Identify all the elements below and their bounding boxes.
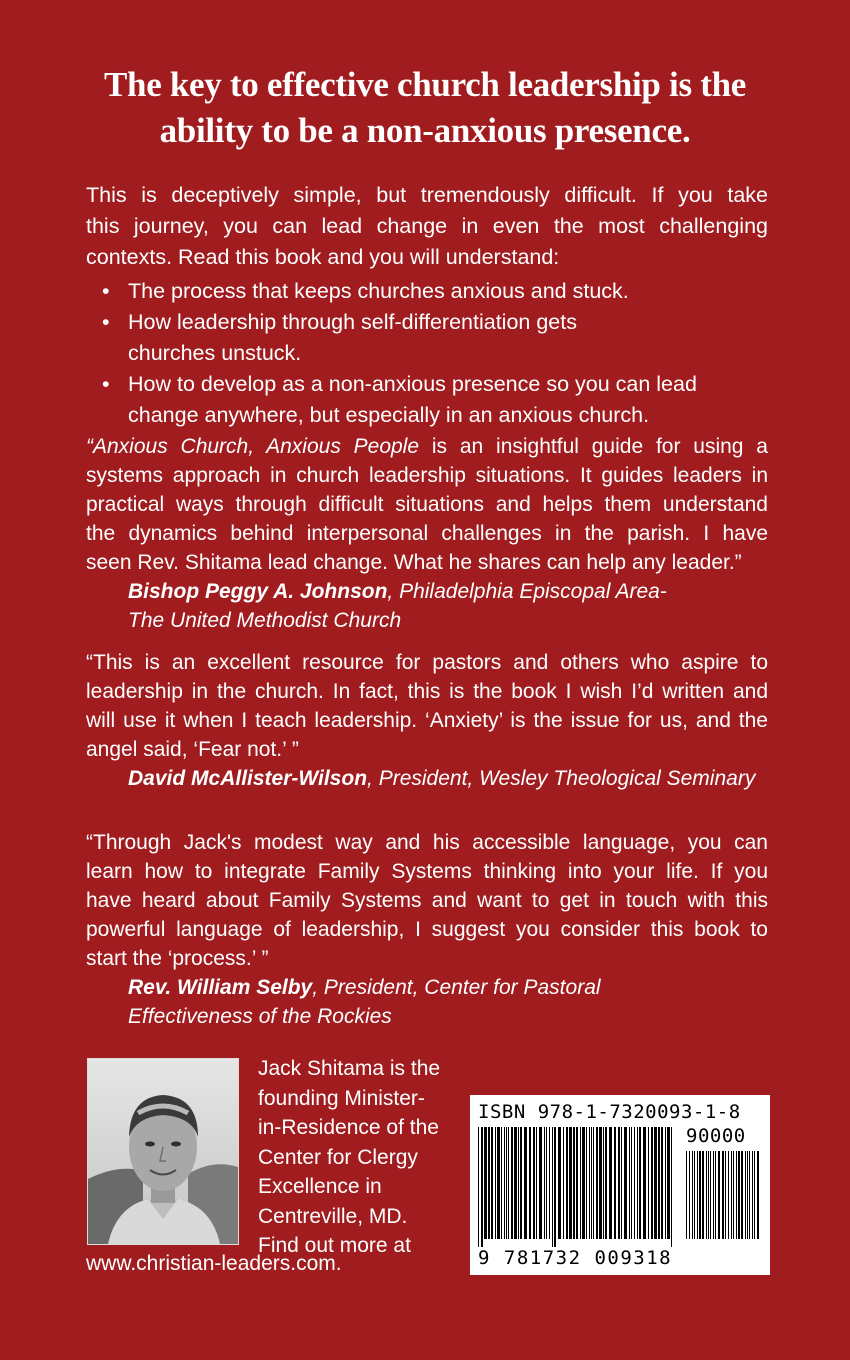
barcode-bar (552, 1127, 553, 1247)
author-affiliation-cont: The United Methodist Church (128, 609, 402, 632)
barcode-bar (728, 1151, 729, 1239)
barcode-bar (637, 1127, 638, 1239)
headline-line-1: The key to effective church leadership is the (103, 65, 747, 104)
barcode-bar (694, 1151, 695, 1239)
barcode-bar (731, 1151, 732, 1239)
quote-line: learn how to integrate Family Systems thinking into your life. If you (86, 860, 768, 883)
quote-line: “This is an excellent resource for pastors and others who aspire to (86, 651, 768, 674)
barcode-bar (501, 1127, 502, 1239)
benefit-line: • How to develop as a non-anxious presence so you can lead (128, 372, 697, 396)
barcode-bar (692, 1151, 693, 1239)
quote-attribution (86, 764, 768, 793)
barcode-bar (697, 1151, 698, 1239)
barcode-bar (624, 1127, 627, 1239)
quote-line: will use it when I teach leadership. ‘Anxiety’ is the issue for us, and the (86, 709, 768, 732)
intro-line: contexts. Read this book and you will understand: (86, 245, 560, 269)
author-name: Bishop Peggy A. Johnson (128, 580, 388, 603)
author-bio (258, 1054, 458, 1261)
barcode-bar (573, 1127, 575, 1239)
benefit-item (100, 276, 780, 307)
bio-line: Find out more at (258, 1234, 411, 1257)
benefit-line: • How leadership through self-differentiation gets (128, 310, 577, 334)
barcode-bar (539, 1127, 542, 1239)
barcode-bar (554, 1127, 556, 1247)
barcode-bar (599, 1127, 602, 1239)
intro-line: This is deceptively simple, but tremendously difficult. If you take (86, 183, 768, 207)
barcode-bar (706, 1151, 707, 1239)
benefit-item (100, 369, 780, 431)
barcode-bar (603, 1127, 604, 1239)
intro-paragraph (86, 180, 768, 273)
barcode-bar (699, 1151, 701, 1239)
bio-line: Centreville, MD. (258, 1204, 408, 1228)
barcode-bar (631, 1127, 632, 1239)
headline-line-2: ability to be a non-anxious presence. (159, 111, 691, 150)
bio-line: Center for Clergy (258, 1145, 418, 1169)
barcode-bar (689, 1151, 690, 1239)
ean-barcode-bars (476, 1127, 676, 1247)
author-portrait-illustration (88, 1059, 238, 1244)
endorsement-quote (86, 432, 768, 635)
barcode-bar (667, 1127, 670, 1239)
barcode-bar (563, 1127, 564, 1239)
isbn-number: ISBN 978-1-7320093-1-8 (478, 1101, 741, 1123)
barcode-bar (629, 1127, 630, 1239)
barcode-bar (749, 1151, 750, 1239)
barcode-bar (589, 1127, 590, 1239)
barcode-bar (754, 1151, 755, 1239)
barcode-bar (569, 1127, 572, 1239)
barcode-bar (504, 1127, 505, 1239)
isbn-barcode (470, 1095, 770, 1275)
barcode-bar (718, 1151, 720, 1239)
bio-line: founding Minister- (258, 1086, 425, 1110)
barcode-bar (658, 1127, 660, 1239)
barcode-bar (582, 1127, 585, 1239)
quote-line: start the ‘process.’ ” (86, 947, 269, 970)
barcode-bar (710, 1151, 711, 1239)
intro-line: this journey, you can lead change in even the most challenging (86, 214, 768, 238)
barcode-bar (536, 1127, 537, 1239)
author-affiliation: , President, Wesley Theological Seminary (367, 767, 756, 790)
barcode-bar (566, 1127, 568, 1239)
quote-attribution (86, 973, 768, 1002)
barcode-bar (580, 1127, 581, 1239)
barcode-bar (713, 1151, 714, 1239)
author-website-link[interactable]: www.christian-leaders.com. (86, 1252, 342, 1275)
barcode-bar (654, 1127, 657, 1239)
barcode-bar (665, 1127, 666, 1239)
barcode-bar (511, 1127, 513, 1239)
barcode-bar (596, 1127, 598, 1239)
barcode-bar (481, 1127, 483, 1247)
author-photo (87, 1058, 239, 1245)
barcode-bar (634, 1127, 635, 1239)
quote-line: powerful language of leadership, I suggest you consider this book to (86, 918, 768, 941)
benefit-line: • The process that keeps churches anxious and stuck. (128, 279, 629, 303)
author-affiliation: , Philadelphia Episcopal Area- (387, 580, 667, 603)
barcode-bar (478, 1127, 479, 1247)
author-name: Rev. William Selby (128, 976, 313, 999)
quote-line: leadership in the church. In fact, this is the book I wish I’d written and (86, 680, 768, 703)
barcode-bar (605, 1127, 607, 1239)
quote-line (86, 432, 768, 461)
barcode-bar (621, 1127, 622, 1239)
author-affiliation-cont: Effectiveness of the Rockies (128, 1005, 392, 1028)
barcode-bar (518, 1127, 519, 1239)
quote-line: seen Rev. Shitama lead change. What he shares can help any leader.” (86, 551, 742, 574)
barcode-bar (529, 1127, 531, 1239)
barcode-bar (747, 1151, 748, 1239)
quote-line: “Through Jack's modest way and his accessible language, you can (86, 831, 768, 854)
barcode-bar (618, 1127, 620, 1239)
benefit-line: change anywhere, but especially in an anxious church. (128, 403, 650, 427)
barcode-bar (757, 1151, 759, 1239)
barcode-bar (549, 1127, 550, 1239)
ean-number: 9 781732 009318 (478, 1247, 673, 1269)
barcode-bar (708, 1151, 709, 1239)
quote-line: systems approach in church leadership situations. It guides leaders in (86, 464, 768, 487)
barcode-bar (725, 1151, 726, 1239)
barcode-bar (639, 1127, 641, 1239)
barcode-bar (752, 1151, 753, 1239)
barcode-bar (614, 1127, 616, 1239)
bio-line: in-Residence of the (258, 1116, 439, 1139)
barcode-bar (661, 1127, 663, 1239)
benefit-item (100, 307, 780, 369)
barcode-bar (508, 1127, 509, 1239)
barcode-bar (586, 1127, 587, 1239)
price-addon-number: 90000 (686, 1125, 746, 1147)
barcode-bar (671, 1127, 672, 1247)
quote-line: practical ways through difficult situations and helps them understand (86, 493, 768, 516)
barcode-bar (576, 1127, 578, 1239)
author-affiliation: , President, Center for Pastoral (312, 976, 601, 999)
barcode-bar (591, 1127, 592, 1239)
endorsement-quote (86, 648, 768, 793)
bio-line: Excellence in (258, 1175, 382, 1198)
barcode-bar (745, 1151, 746, 1239)
barcode-bar (524, 1127, 527, 1239)
barcode-bar (497, 1127, 500, 1239)
author-name: David McAllister-Wilson (128, 767, 368, 790)
barcode-bar (495, 1127, 496, 1239)
barcode-bar (546, 1127, 547, 1239)
book-title-italic: “Anxious Church, Anxious People (86, 435, 420, 458)
barcode-bar (715, 1151, 716, 1239)
endorsement-quote (86, 828, 768, 1031)
quote-line-rest: is an insightful guide for using a (419, 435, 768, 458)
addon-barcode-bars (684, 1151, 764, 1247)
barcode-bar (544, 1127, 545, 1239)
barcode-bar (593, 1127, 594, 1239)
benefit-list (100, 276, 780, 431)
barcode-bar (491, 1127, 493, 1239)
barcode-bar (514, 1127, 517, 1239)
barcode-bar (736, 1151, 737, 1239)
barcode-bar (741, 1151, 743, 1239)
bio-line: Jack Shitama is the (258, 1057, 441, 1080)
barcode-bar (484, 1127, 487, 1239)
barcode-bar (651, 1127, 653, 1239)
barcode-bar (702, 1151, 704, 1239)
barcode-bar (738, 1151, 740, 1239)
barcode-bar (722, 1151, 724, 1239)
barcode-bar (686, 1151, 687, 1239)
cover-headline (60, 62, 790, 154)
benefit-line: churches unstuck. (128, 341, 302, 365)
quote-attribution (86, 577, 768, 606)
barcode-bar (506, 1127, 507, 1239)
barcode-bar (733, 1151, 734, 1239)
quote-line: the dynamics behind interpersonal challenges in the parish. I have (86, 522, 768, 545)
barcode-bar (609, 1127, 612, 1239)
barcode-bar (648, 1127, 649, 1239)
barcode-bar (533, 1127, 535, 1239)
quote-line: angel said, ‘Fear not.’ ” (86, 738, 299, 761)
quote-line: have heard about Family Systems and want to get in touch with this (86, 889, 768, 912)
barcode-bar (520, 1127, 522, 1239)
barcode-bar (558, 1127, 561, 1239)
barcode-bar (488, 1127, 490, 1239)
barcode-bar (643, 1127, 646, 1239)
